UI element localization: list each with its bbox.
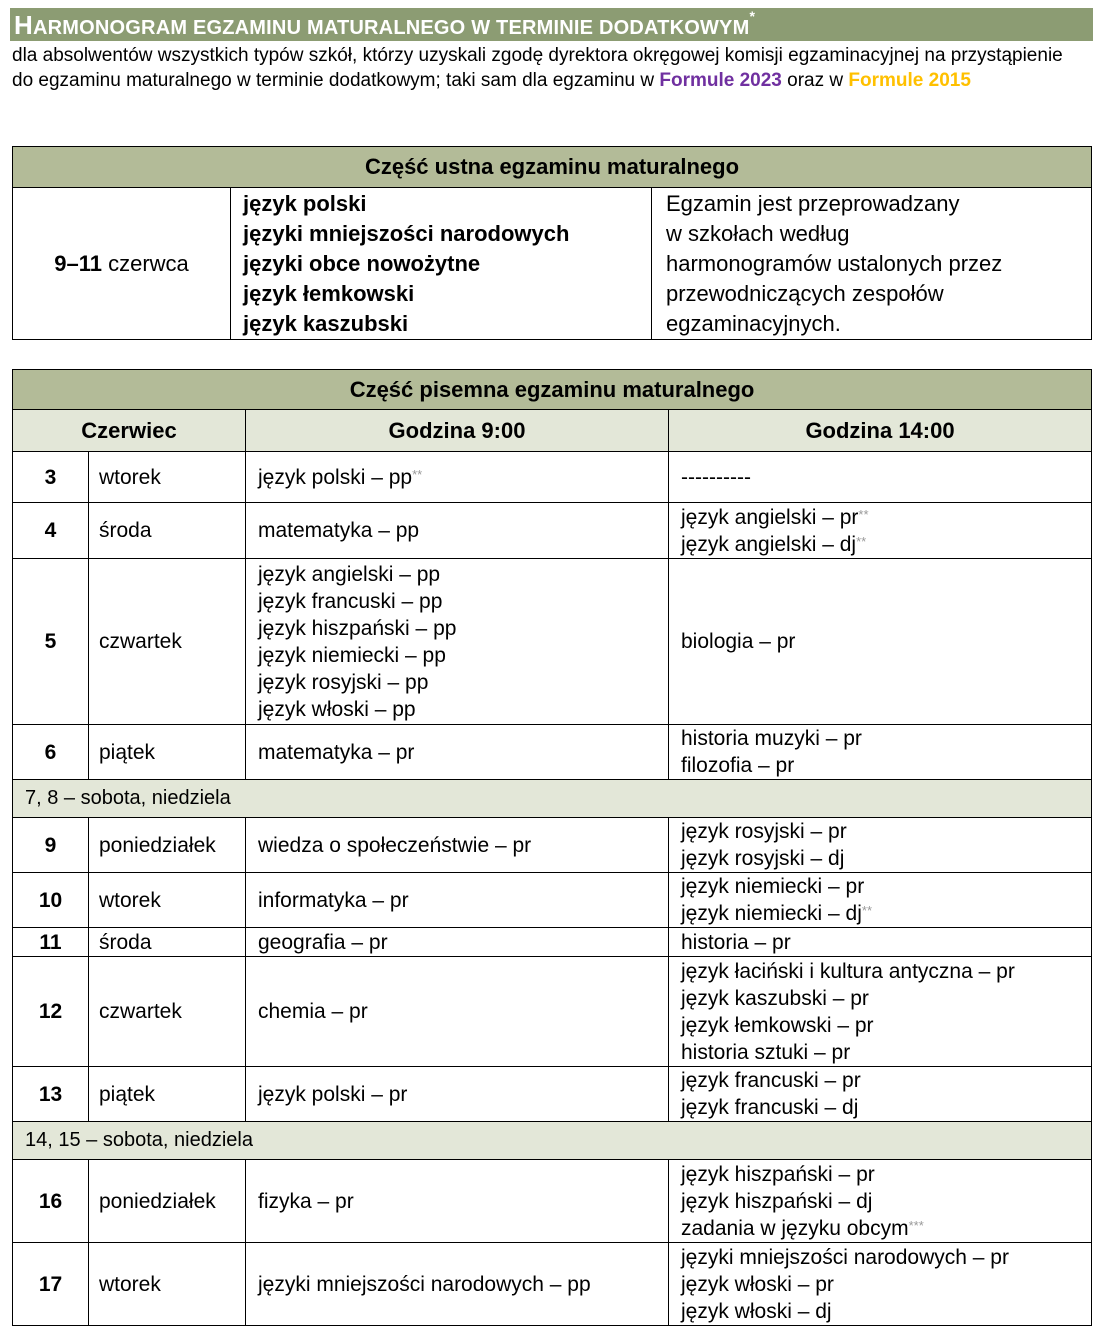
exam-9-cell	[246, 818, 669, 873]
exam-14-cell	[669, 503, 1092, 559]
exam-subject-text: język angielski – dj	[681, 532, 857, 556]
exam-subject	[681, 985, 1091, 1012]
exam-14-cell	[669, 1160, 1092, 1243]
col-header-month: Czerwiec	[13, 410, 246, 452]
footnote-mark: **	[861, 903, 873, 918]
day-number: 11	[13, 928, 89, 957]
exam-subject-text: filozofia – pr	[681, 754, 795, 777]
exam-subject	[681, 464, 1091, 491]
table-row	[13, 873, 1092, 928]
title-footnote-mark: *	[749, 8, 756, 24]
exam-subject	[258, 1188, 668, 1215]
exam-subject-text: język łaciński i kultura antyczna – pr	[681, 959, 1015, 983]
subtitle-text: dla absolwentów wszystkich typów szkół, którzy uzyskali zgodę dyrektora okręgowej komisji egzaminacyjnej na przystąpienie do egzaminu maturalnego w terminie dodatkowym; taki sam dla egzaminu w	[12, 45, 1063, 91]
exam-9-cell	[246, 873, 669, 928]
exam-subject-text: wiedza o społeczeństwie – pr	[258, 833, 532, 857]
formula-2023-label: Formule 2023	[659, 70, 782, 91]
exam-subject	[681, 1094, 1091, 1121]
exam-subject	[681, 531, 1091, 558]
exam-subject-text: języki mniejszości narodowych – pr	[681, 1245, 1009, 1269]
oral-date-month: czerwca	[101, 250, 189, 276]
written-exam-table	[12, 369, 1092, 1326]
exam-14-cell	[669, 1243, 1092, 1326]
exam-subject-text: język niemiecki – dj	[681, 902, 862, 925]
exam-subject	[681, 929, 1091, 956]
table-row	[13, 559, 1092, 725]
exam-subject-text: język włoski – dj	[681, 1299, 832, 1323]
table-row	[13, 725, 1092, 780]
weekend-row	[13, 1122, 1092, 1160]
table-row	[13, 818, 1092, 873]
weekday: środa	[89, 928, 246, 957]
exam-subject-text: język hiszpański – dj	[681, 1189, 873, 1213]
exam-subject-text: biologia – pr	[681, 630, 796, 653]
oral-note-line: przewodniczących zespołów	[666, 281, 944, 306]
exam-subject	[681, 1161, 1091, 1188]
exam-14-cell	[669, 957, 1092, 1067]
exam-9-cell	[246, 503, 669, 559]
col-header-9: Godzina 9:00	[246, 410, 669, 452]
exam-subject	[258, 615, 668, 642]
weekday: wtorek	[89, 452, 246, 503]
exam-subject	[681, 628, 1091, 655]
exam-9-cell	[246, 1067, 669, 1122]
exam-subject-text: historia sztuki – pr	[681, 1040, 851, 1064]
exam-subject-text: języki mniejszości narodowych – pp	[258, 1272, 591, 1296]
exam-subject-text: język francuski – dj	[681, 1096, 859, 1119]
day-number: 3	[13, 452, 89, 503]
exam-subject-text: informatyka – pr	[258, 888, 409, 912]
exam-subject-text: język włoski – pr	[681, 1272, 834, 1296]
exam-subject	[681, 900, 1091, 927]
exam-14-cell	[669, 452, 1092, 503]
exam-subject-text: język angielski – pp	[258, 562, 441, 586]
exam-subject	[681, 958, 1091, 985]
day-number: 17	[13, 1243, 89, 1326]
day-number: 16	[13, 1160, 89, 1243]
weekend-label: 14, 15 – sobota, niedziela	[13, 1122, 1092, 1160]
weekday: czwartek	[89, 559, 246, 725]
exam-14-cell	[669, 559, 1092, 725]
exam-subject	[681, 818, 1091, 845]
exam-subject-text: zadania w języku obcym	[681, 1216, 909, 1240]
subtitle	[12, 43, 1087, 93]
exam-subject-text: język niemiecki – pr	[681, 875, 865, 898]
footnote-mark: **	[412, 466, 423, 482]
exam-subject-text: język kaszubski – pr	[681, 986, 869, 1010]
oral-heading: Część ustna egzaminu maturalnego	[13, 147, 1092, 188]
exam-9-cell	[246, 1160, 669, 1243]
exam-9-cell	[246, 928, 669, 957]
exam-subject	[681, 1215, 1091, 1242]
exam-subject-text: język rosyjski – pp	[258, 670, 429, 694]
exam-9-cell	[246, 1243, 669, 1326]
exam-9-cell	[246, 452, 669, 503]
weekday: poniedziałek	[89, 818, 246, 873]
exam-subject	[258, 561, 668, 588]
day-number: 6	[13, 725, 89, 780]
oral-subject: języki mniejszości narodowych	[243, 221, 570, 246]
col-header-14: Godzina 14:00	[669, 410, 1092, 452]
weekday: piątek	[89, 725, 246, 780]
exam-14-cell	[669, 818, 1092, 873]
day-number: 5	[13, 559, 89, 725]
title-text: ARMONOGRAM EGZAMINU MATURALNEGO W TERMINIE DODATKOWYM	[32, 17, 750, 39]
exam-subject	[681, 1012, 1091, 1039]
oral-subject: języki obce nowożytne	[243, 251, 481, 276]
weekday: wtorek	[89, 1243, 246, 1326]
exam-14-cell	[669, 873, 1092, 928]
exam-subject-text: język polski – pp	[258, 465, 413, 489]
oral-note-line: egzaminacyjnych.	[666, 311, 841, 336]
exam-subject-text: matematyka – pr	[258, 740, 415, 764]
exam-subject	[681, 1298, 1091, 1325]
exam-subject	[681, 1067, 1091, 1094]
exam-subject	[681, 1271, 1091, 1298]
exam-subject	[258, 887, 668, 914]
oral-exam-table	[12, 146, 1092, 340]
subtitle-text-2: oraz w	[781, 70, 849, 91]
exam-14-cell	[669, 725, 1092, 780]
oral-date	[13, 188, 231, 340]
weekday: poniedziałek	[89, 1160, 246, 1243]
exam-subject-text: język angielski – pr	[681, 505, 859, 529]
exam-subject-text: chemia – pr	[258, 1000, 368, 1023]
oral-note	[652, 188, 1092, 340]
exam-subject-text: język łemkowski – pr	[681, 1013, 874, 1037]
exam-subject-text: historia – pr	[681, 930, 791, 954]
weekday: piątek	[89, 1067, 246, 1122]
oral-subject: język kaszubski	[243, 311, 409, 336]
exam-subject-text: język rosyjski – dj	[681, 847, 845, 870]
exam-subject	[258, 739, 668, 766]
exam-subject-text: język francuski – pp	[258, 589, 443, 613]
weekday: wtorek	[89, 873, 246, 928]
exam-subject	[681, 752, 1091, 779]
exam-subject	[681, 873, 1091, 900]
exam-14-cell	[669, 1067, 1092, 1122]
footnote-mark: **	[856, 533, 867, 549]
exam-14-cell	[669, 928, 1092, 957]
oral-note-line: harmonogramów ustalonych przez	[666, 251, 1003, 276]
title-bar	[10, 8, 1093, 41]
exam-9-cell	[246, 957, 669, 1067]
exam-subject-text: język francuski – pr	[681, 1069, 861, 1092]
exam-subject-text: język włoski – pp	[258, 697, 416, 721]
oral-subject: język łemkowski	[243, 281, 415, 306]
day-number: 13	[13, 1067, 89, 1122]
oral-subjects	[231, 188, 652, 340]
oral-date-days: 9–11	[54, 250, 102, 276]
table-row	[13, 452, 1092, 503]
exam-subject-text: język polski – pr	[258, 1082, 408, 1106]
oral-subject: język polski	[243, 191, 367, 216]
title-initial: H	[14, 10, 33, 40]
table-row	[13, 957, 1092, 1067]
table-row	[13, 1243, 1092, 1326]
exam-subject-text: język hiszpański – pr	[681, 1162, 875, 1186]
exam-subject-text: ----------	[681, 465, 751, 489]
day-number: 4	[13, 503, 89, 559]
oral-note-line: w szkołach według	[666, 221, 850, 246]
exam-subject	[258, 929, 668, 956]
exam-subject	[258, 464, 668, 491]
exam-subject	[258, 517, 668, 544]
exam-subject	[681, 504, 1091, 531]
table-row	[13, 1160, 1092, 1243]
exam-subject-text: język rosyjski – pr	[681, 820, 847, 843]
table-row	[13, 1067, 1092, 1122]
exam-subject	[258, 832, 668, 859]
exam-subject	[681, 1188, 1091, 1215]
day-number: 9	[13, 818, 89, 873]
day-number: 12	[13, 957, 89, 1067]
weekend-row	[13, 780, 1092, 818]
exam-subject	[681, 845, 1091, 872]
written-heading: Część pisemna egzaminu maturalnego	[13, 370, 1092, 410]
weekday: środa	[89, 503, 246, 559]
page-title	[14, 10, 755, 41]
exam-subject	[258, 998, 668, 1025]
exam-subject-text: geografia – pr	[258, 930, 388, 954]
exam-subject-text: język niemiecki – pp	[258, 643, 446, 667]
exam-subject	[681, 1244, 1091, 1271]
exam-subject	[258, 1081, 668, 1108]
exam-9-cell	[246, 725, 669, 780]
exam-subject-text: matematyka – pp	[258, 519, 420, 542]
exam-subject-text: historia muzyki – pr	[681, 727, 862, 750]
exam-subject	[258, 669, 668, 696]
exam-9-cell	[246, 559, 669, 725]
exam-subject	[258, 642, 668, 669]
exam-subject-text: fizyka – pr	[258, 1189, 354, 1213]
weekday: czwartek	[89, 957, 246, 1067]
exam-subject	[258, 1271, 668, 1298]
exam-subject	[681, 725, 1091, 752]
footnote-mark: ***	[908, 1217, 924, 1233]
table-row	[13, 503, 1092, 559]
oral-note-line: Egzamin jest przeprowadzany	[666, 191, 960, 216]
exam-subject	[258, 696, 668, 723]
footnote-mark: **	[858, 506, 869, 522]
exam-subject	[258, 588, 668, 615]
exam-subject-text: język hiszpański – pp	[258, 616, 457, 640]
formula-2015-label: Formule 2015	[848, 70, 971, 91]
weekend-label: 7, 8 – sobota, niedziela	[13, 780, 1092, 818]
day-number: 10	[13, 873, 89, 928]
table-row	[13, 928, 1092, 957]
exam-subject	[681, 1039, 1091, 1066]
